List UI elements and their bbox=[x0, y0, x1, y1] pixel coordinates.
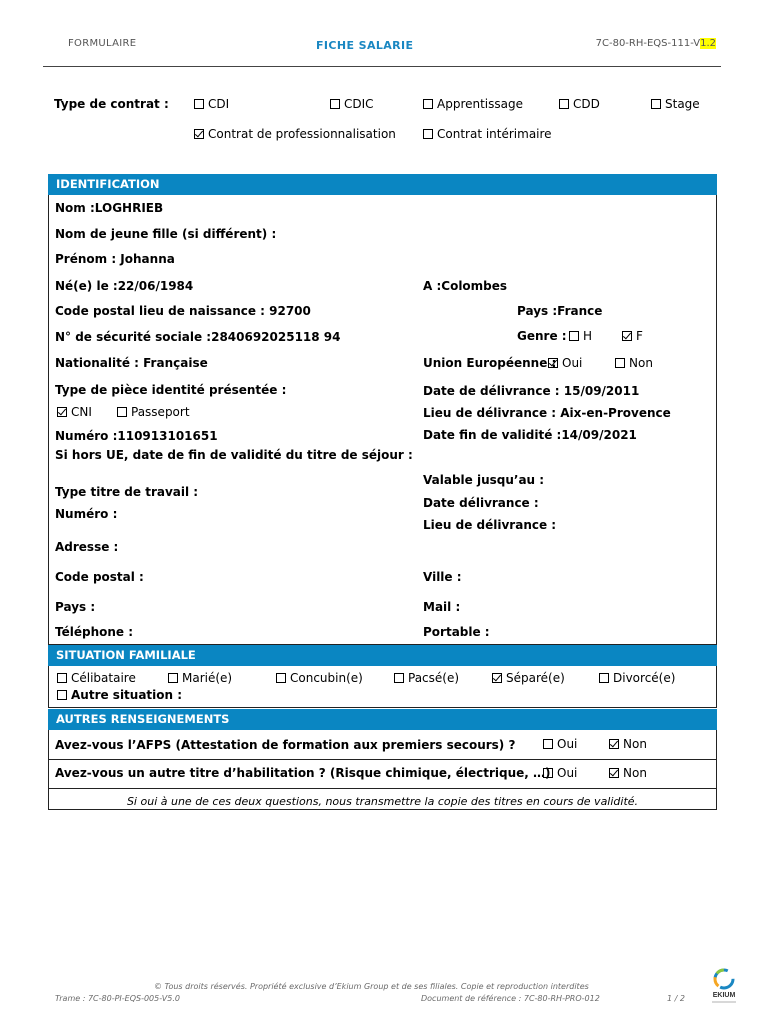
genre-label: Genre : bbox=[517, 329, 567, 343]
piece-identite-label: Type de pièce identité présentée : bbox=[55, 383, 287, 397]
field-numero-titre[interactable]: Numéro : bbox=[55, 507, 118, 521]
field-lieu-delivrance[interactable]: Lieu de délivrance : Aix-en-Provence bbox=[423, 406, 671, 420]
checked-checkbox-icon bbox=[548, 358, 558, 368]
field-type-titre-travail[interactable]: Type titre de travail : bbox=[55, 485, 199, 499]
contract-type-label: Type de contrat : bbox=[54, 97, 169, 111]
ue-label: Union Européenne : bbox=[423, 356, 557, 370]
habilitation-option-oui[interactable] bbox=[543, 766, 577, 780]
option-label: Oui bbox=[557, 766, 578, 780]
checked-checkbox-icon bbox=[194, 129, 204, 139]
field-code-postal[interactable]: Code postal : bbox=[55, 570, 144, 584]
checkbox-icon bbox=[117, 407, 127, 417]
checkbox-icon bbox=[615, 358, 625, 368]
reference-prefix: 7C-80-RH-EQS-111-V bbox=[595, 38, 701, 49]
option-label: Oui bbox=[562, 356, 583, 370]
field-date-delivrance[interactable]: Date de délivrance : 15/09/2011 bbox=[423, 384, 640, 398]
afps-option-oui[interactable] bbox=[543, 737, 577, 751]
field-telephone[interactable]: Téléphone : bbox=[55, 625, 134, 639]
situation-option-pacse[interactable] bbox=[394, 671, 459, 685]
ekium-logo bbox=[706, 965, 742, 1005]
checkbox-icon bbox=[394, 673, 404, 683]
field-date-naissance[interactable]: Né(e) le :22/06/1984 bbox=[55, 279, 194, 293]
contract-option-cdic[interactable] bbox=[330, 97, 374, 111]
field-prenom[interactable]: Prénom : Johanna bbox=[55, 252, 175, 266]
piece-option-passeport[interactable] bbox=[117, 405, 190, 419]
field-nom[interactable]: Nom :LOGHRIEB bbox=[55, 201, 164, 215]
contract-option-professionnalisation[interactable] bbox=[194, 127, 396, 141]
checked-checkbox-icon bbox=[492, 673, 502, 683]
question-afps: Avez-vous l’AFPS (Attestation de formation aux premiers secours) ? bbox=[55, 738, 516, 752]
habilitation-option-non[interactable] bbox=[609, 766, 647, 780]
option-label: CNI bbox=[71, 405, 92, 419]
validity-note: Si oui à une de ces deux questions, nous transmettre la copie des titres en cours de validité. bbox=[126, 795, 639, 808]
option-label: CDIC bbox=[344, 97, 374, 111]
field-adresse[interactable]: Adresse : bbox=[55, 540, 119, 554]
contract-option-apprentissage[interactable] bbox=[423, 97, 523, 111]
contract-option-cdd[interactable] bbox=[559, 97, 600, 111]
option-label: Autre situation : bbox=[71, 688, 183, 702]
option-label: F bbox=[636, 329, 643, 343]
ekium-logo-icon bbox=[706, 965, 742, 1005]
checked-checkbox-icon bbox=[609, 739, 619, 749]
field-hors-ue-titre-sejour[interactable]: Si hors UE, date de fin de validité du titre de séjour : bbox=[55, 448, 413, 462]
option-label: Apprentissage bbox=[437, 97, 523, 111]
field-date-fin-validite[interactable]: Date fin de validité :14/09/2021 bbox=[423, 428, 637, 442]
checkbox-icon bbox=[543, 768, 553, 778]
situation-option-marie[interactable] bbox=[168, 671, 232, 685]
checkbox-icon bbox=[57, 690, 67, 700]
genre-option-h[interactable] bbox=[569, 329, 592, 343]
footer-rights: © Tous droits réservés. Propriété exclusive d’Ekium Group et de ses filiales. Copie et reproduction interdites bbox=[154, 982, 589, 991]
checkbox-icon bbox=[276, 673, 286, 683]
option-label: Séparé(e) bbox=[506, 671, 565, 685]
option-label: Stage bbox=[665, 97, 700, 111]
field-pays-naissance[interactable]: Pays :France bbox=[517, 304, 603, 318]
field-valable-jusqu[interactable]: Valable jusqu’au : bbox=[423, 473, 545, 487]
checkbox-icon bbox=[651, 99, 661, 109]
checkbox-icon bbox=[57, 673, 67, 683]
checked-checkbox-icon bbox=[609, 768, 619, 778]
field-ville[interactable]: Ville : bbox=[423, 570, 462, 584]
checkbox-icon bbox=[330, 99, 340, 109]
checkbox-icon bbox=[599, 673, 609, 683]
option-label: Célibataire bbox=[71, 671, 136, 685]
svg-text:EKIUM: EKIUM bbox=[712, 992, 736, 999]
header-divider bbox=[43, 66, 721, 67]
checkbox-icon bbox=[569, 331, 579, 341]
field-nom-jeune-fille[interactable]: Nom de jeune fille (si différent) : bbox=[55, 227, 277, 241]
option-label: Non bbox=[623, 766, 647, 780]
option-label: Contrat intérimaire bbox=[437, 127, 552, 141]
footer-page-number: 1 / 2 bbox=[667, 994, 685, 1003]
checkbox-icon bbox=[543, 739, 553, 749]
situation-option-concubin[interactable] bbox=[276, 671, 363, 685]
checkbox-icon bbox=[423, 129, 433, 139]
document-reference bbox=[596, 38, 716, 49]
contract-option-cdi[interactable] bbox=[194, 97, 229, 111]
contract-option-stage[interactable] bbox=[651, 97, 700, 111]
option-label: Oui bbox=[557, 737, 578, 751]
footer-reference: Document de référence : 7C-80-RH-PRO-012 bbox=[421, 994, 600, 1003]
field-securite-sociale[interactable]: N° de sécurité sociale :2840692025118 94 bbox=[55, 330, 341, 344]
checkbox-icon bbox=[168, 673, 178, 683]
field-numero-piece[interactable]: Numéro :110913101651 bbox=[55, 429, 218, 443]
afps-option-non[interactable] bbox=[609, 737, 647, 751]
question-habilitation: Avez-vous un autre titre d’habilitation ? (Risque chimique, électrique, …) bbox=[55, 766, 551, 780]
ue-option-non[interactable] bbox=[615, 356, 653, 370]
identification-header: IDENTIFICATION bbox=[48, 174, 717, 195]
field-code-postal-naissance[interactable]: Code postal lieu de naissance : 92700 bbox=[55, 304, 311, 318]
field-lieu-naissance[interactable]: A :Colombes bbox=[423, 279, 508, 293]
option-label: Marié(e) bbox=[182, 671, 233, 685]
option-label: CDI bbox=[208, 97, 230, 111]
field-date-delivrance-titre[interactable]: Date délivrance : bbox=[423, 496, 539, 510]
checked-checkbox-icon bbox=[622, 331, 632, 341]
field-nationalite[interactable]: Nationalité : Française bbox=[55, 356, 208, 370]
checkbox-icon bbox=[423, 99, 433, 109]
header-form-label: FORMULAIRE bbox=[68, 38, 137, 49]
field-mail[interactable]: Mail : bbox=[423, 600, 461, 614]
field-pays[interactable]: Pays : bbox=[55, 600, 96, 614]
option-label: CDD bbox=[573, 97, 600, 111]
checkbox-icon bbox=[559, 99, 569, 109]
checked-checkbox-icon bbox=[57, 407, 67, 417]
option-label: Non bbox=[629, 356, 653, 370]
option-label: H bbox=[583, 329, 593, 343]
option-label: Pacsé(e) bbox=[408, 671, 460, 685]
option-label: Concubin(e) bbox=[290, 671, 363, 685]
ue-option-oui[interactable] bbox=[548, 356, 582, 370]
option-label: Contrat de professionnalisation bbox=[208, 127, 396, 141]
contract-option-interimaire[interactable] bbox=[423, 127, 552, 141]
field-lieu-delivrance-titre[interactable]: Lieu de délivrance : bbox=[423, 518, 557, 532]
footer-trame: Trame : 7C-80-PI-EQS-005-V5.0 bbox=[55, 994, 180, 1003]
option-label: Passeport bbox=[131, 405, 190, 419]
genre-option-f[interactable] bbox=[622, 329, 643, 343]
autres-renseignements-header: AUTRES RENSEIGNEMENTS bbox=[48, 709, 717, 730]
option-label: Non bbox=[623, 737, 647, 751]
situation-option-celibataire[interactable] bbox=[57, 671, 136, 685]
field-portable[interactable]: Portable : bbox=[423, 625, 490, 639]
option-label: Divorcé(e) bbox=[613, 671, 676, 685]
situation-option-divorce[interactable] bbox=[599, 671, 675, 685]
situation-option-autre[interactable] bbox=[57, 688, 182, 702]
situation-option-separe[interactable] bbox=[492, 671, 565, 685]
situation-familiale-header: SITUATION FAMILIALE bbox=[48, 645, 717, 666]
page-title: FICHE SALARIE bbox=[316, 39, 414, 52]
row-divider bbox=[48, 759, 717, 760]
reference-version: 1.2 bbox=[700, 38, 716, 49]
checkbox-icon bbox=[194, 99, 204, 109]
row-divider bbox=[48, 788, 717, 789]
piece-option-cni[interactable] bbox=[57, 405, 92, 419]
